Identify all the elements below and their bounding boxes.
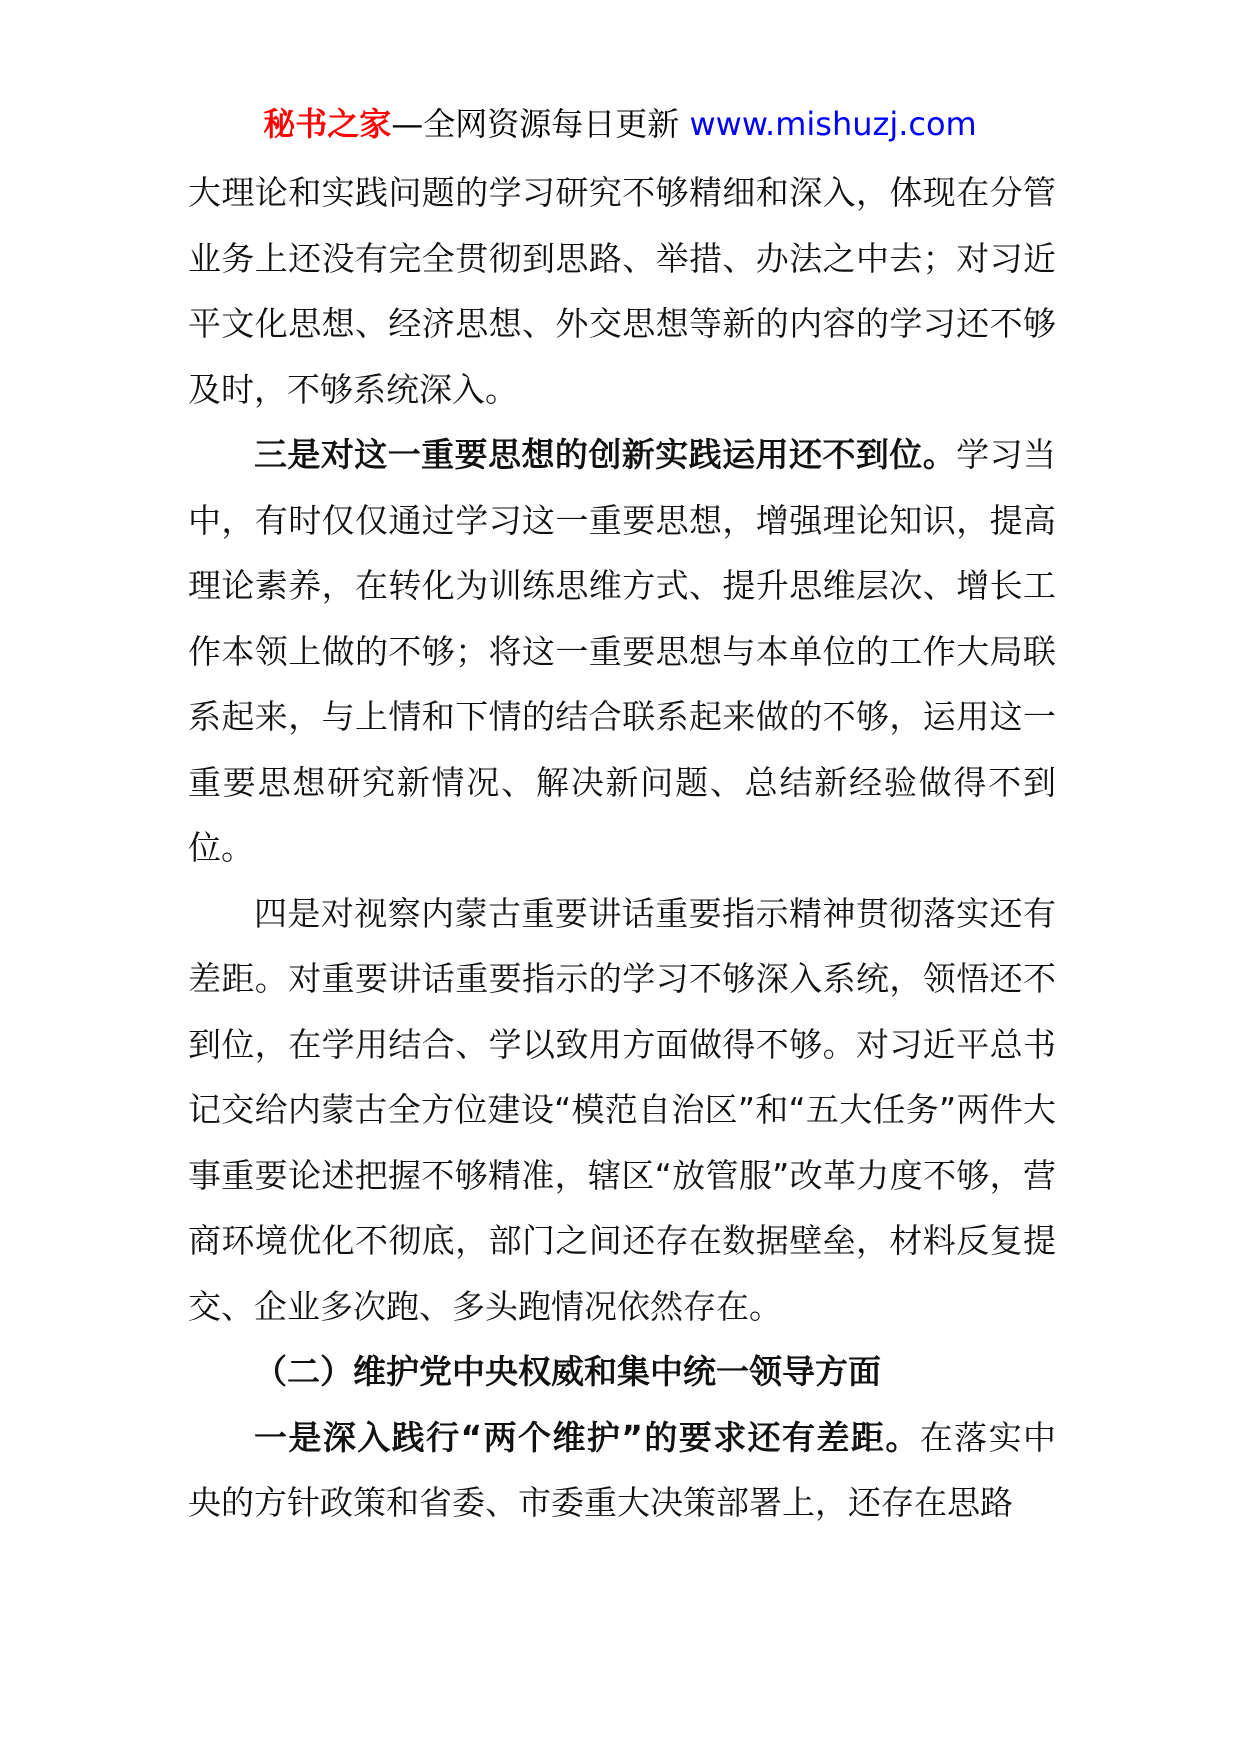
paragraph-point-four: 四是对视察内蒙古重要讲话重要指示精神贯彻落实还有差距。对重要讲话重要指示的学习不够深入系统，领悟还不到位，在学用结合、学以致用方面做得不够。对习近平总书记交给内蒙古全方位建设“模范自治区”和“五大任务”两件大事重要论述把握不够精准，辖区“放管服”改革力度不够，营商环境优化不彻底，部门之间还存在数据壁垒，材料反复提交、企业多次跑、多头跑情况依然存在。 xyxy=(188,893,1056,1326)
point-one-body: 在落实中央的方针政策和省委、市委重大决策部署上，还存在思路 xyxy=(188,1417,1056,1522)
header-url[interactable]: www.mishuzj.com xyxy=(689,105,977,143)
paragraph-point-one xyxy=(188,1405,1056,1536)
point-one-lead: 一是深入践行“两个维护”的要求还有差距。 xyxy=(254,1417,920,1457)
document-body xyxy=(188,160,1056,1536)
header-tagline: —全网资源每日更新 xyxy=(391,105,690,143)
point-three-body: 学习当中，有时仅仅通过学习这一重要思想，增强理论知识，提高理论素养，在转化为训练思维方式、提升思维层次、增长工作本领上做的不够；将这一重要思想与本单位的工作大局联系起来，与上情和下情的结合联系起来做的不够，运用这一重要思想研究新情况、解决新问题、总结新经验做得不到位。 xyxy=(188,435,1057,867)
point-three-lead: 三是对这一重要思想的创新实践运用还不到位。 xyxy=(254,435,957,474)
header-brand: 秘书之家 xyxy=(263,105,392,143)
section-heading: （二）维护党中央权威和集中统一领导方面 xyxy=(254,1352,881,1391)
watermark-header xyxy=(0,102,1240,146)
paragraph-continuation: 大理论和实践问题的学习研究不够精细和深入，体现在分管业务上还没有完全贯彻到思路、举措、办法之中去；对习近平文化思想、经济思想、外交思想等新的内容的学习还不够及时，不够系统深入。 xyxy=(188,173,1056,409)
paragraph-point-three xyxy=(188,422,1056,881)
